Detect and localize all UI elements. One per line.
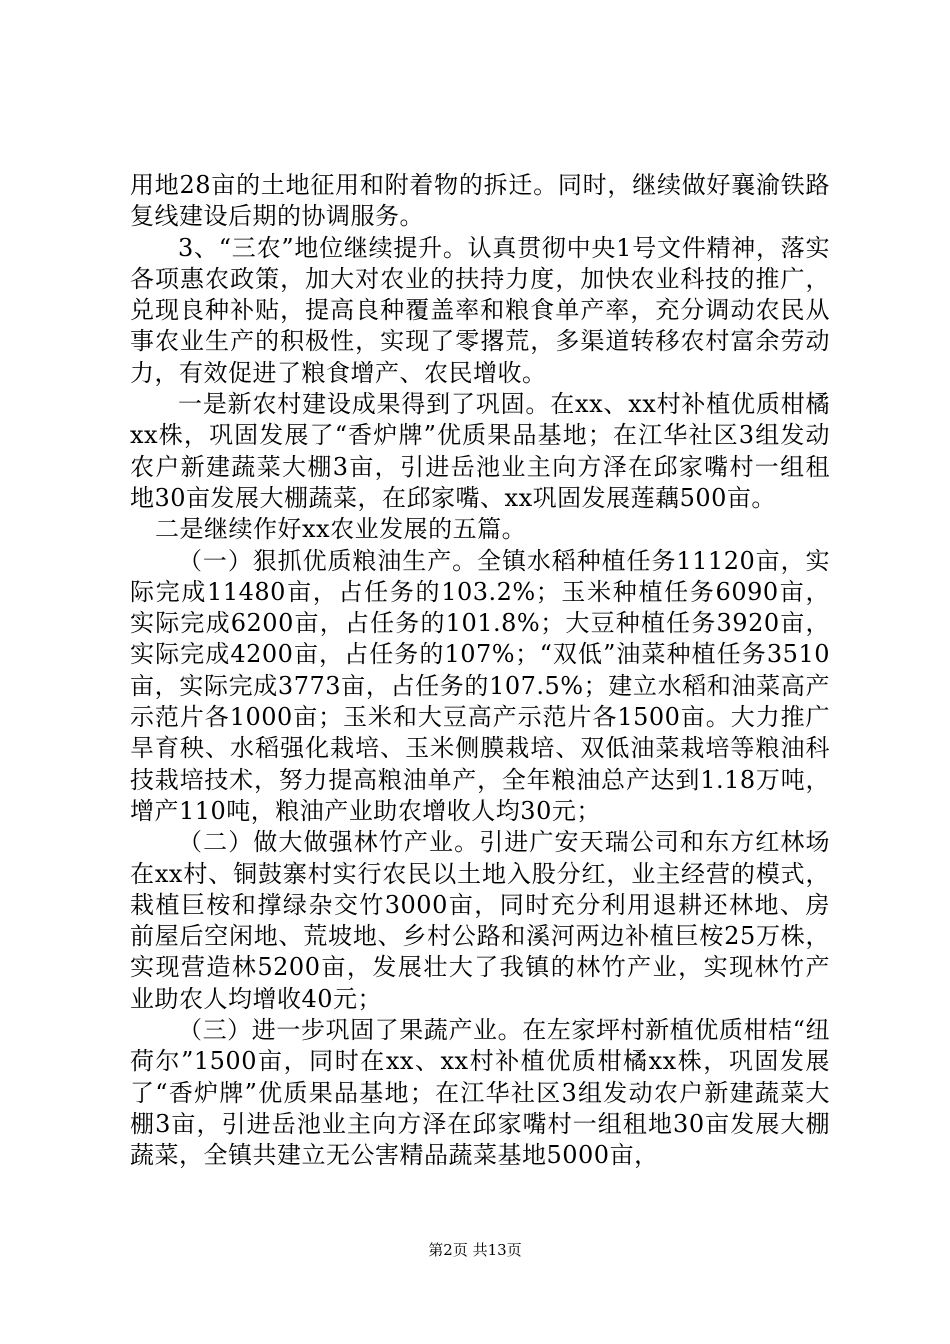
paragraph-three-rural: 3、“三农”地位继续提升。认真贯彻中央1号文件精神，落实各项惠农政策，加大对农业的扶持力度，加快农业科技的推广，兑现良种补贴，提高良种覆盖率和粮食单产率，充分调动农民从事农业生产的积极性，实现了零撂荒，多渠道转移农村富余劳动力，有效促进了粮食增产、农民增收。 — [130, 233, 830, 387]
page-number-footer: 第2页 共13页 — [428, 1241, 522, 1259]
paragraph-grain-oil: （一）狠抓优质粮油生产。全镇水稻种植任务11120亩，实际完成11480亩，占任务的103.2%；玉米种植任务6090亩，实际完成6200亩，占任务的101.8%；大豆种植任务3920亩，实际完成4200亩，占任务的107%；“双低”油菜种植任务3510亩，实际完成3773亩，占任务的107.5%；建立水稻和油菜高产示范片各1000亩；玉米和大豆高产示范片各1500亩。大力推广旱育秧、水稻强化栽培、玉米侧膜栽培、双低油菜栽培等粮油科技栽培技术，努力提高粮油单产，全年粮油总产达到1.18万吨，增产110吨，粮油产业助农增收人均30元； — [130, 546, 830, 825]
paragraph-land-acquisition: 用地28亩的土地征用和附着物的拆迁。同时，继续做好襄渝铁路复线建设后期的协调服务。 — [130, 171, 830, 231]
paragraph-forestry-bamboo: （二）做大做强林竹产业。引进广安天瑞公司和东方红林场在xx村、铜鼓寨村实行农民以土地入股分红，业主经营的模式，栽植巨桉和撑绿杂交竹3000亩，同时充分利用退耕还林地、房前屋后空闲地、荒坡地、乡村公路和溪河两边补植巨桉25万株，实现营造林5200亩，发展壮大了我镇的林竹产业，实现林竹产业助农人均增收40元； — [130, 828, 830, 1013]
paragraph-fruit-vegetable: （三）进一步巩固了果蔬产业。在左家坪村新植优质柑桔“纽荷尔”1500亩，同时在xx、xx村补植优质柑橘xx株，巩固发展了“香炉牌”优质果品基地；在江华社区3组发动农户新建蔬菜大棚3亩，引进岳池业主向方泽在邱家嘴村一组租地30亩发展大棚蔬菜，全镇共建立无公害精品蔬菜基地5000亩， — [130, 1016, 830, 1170]
document-body — [130, 170, 830, 1172]
paragraph-new-countryside: 一是新农村建设成果得到了巩固。在xx、xx村补植优质柑橘xx株，巩固发展了“香炉牌”优质果品基地；在江华社区3组发动农户新建蔬菜大棚3亩，引进岳池业主向方泽在邱家嘴村一组租地30亩发展大棚蔬菜，在邱家嘴、xx巩固发展莲藕500亩。 — [130, 390, 830, 512]
paragraph-five-chapters: 二是继续作好xx农业发展的五篇。 — [155, 515, 527, 544]
